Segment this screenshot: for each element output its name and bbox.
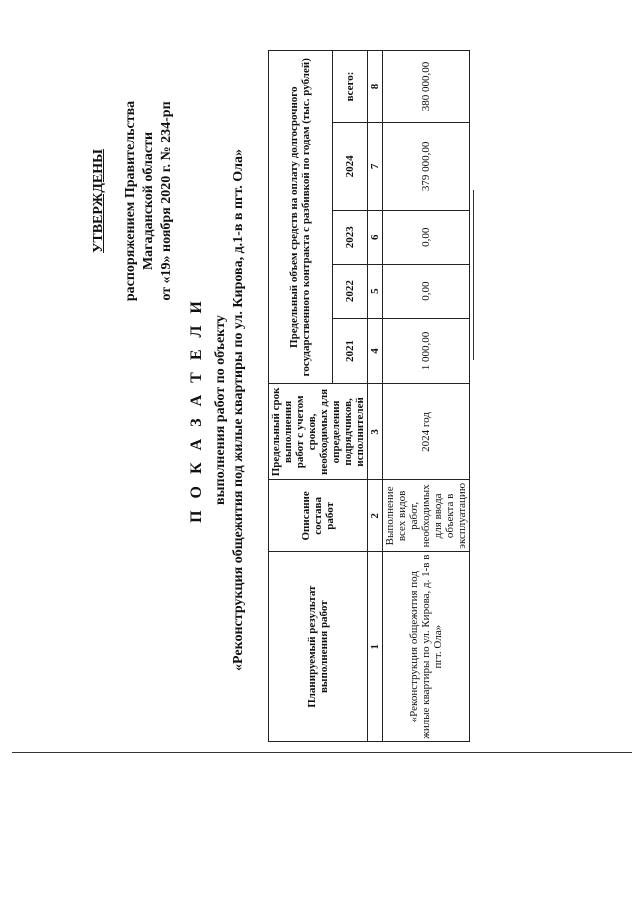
page-separator-line: [12, 752, 632, 753]
approval-line-1: распоряжением Правительства: [123, 100, 138, 302]
cell-total: 380 000,00: [383, 51, 470, 123]
header-total: всего:: [332, 51, 367, 123]
document-subtitle-1: выполнения работ по объекту: [213, 315, 228, 505]
header-2022: 2022: [332, 264, 367, 318]
col-number: 3: [368, 384, 383, 480]
col-number: 5: [368, 264, 383, 318]
col-number: 8: [368, 51, 383, 123]
col-number: 4: [368, 318, 383, 384]
col-number: 1: [368, 552, 383, 742]
approval-line-2: Магаданской области: [141, 131, 156, 271]
document-heading: [188, 60, 248, 760]
approval-block: [90, 66, 176, 336]
header-2021: 2021: [332, 318, 367, 384]
header-description: Описание состава работ: [269, 480, 368, 552]
approval-title: УТВЕРЖДЕНЫ: [91, 149, 106, 253]
col-number: 7: [368, 122, 383, 210]
cell-2023: 0,00: [383, 210, 470, 264]
header-funding-group: Предельный объем средств на оплату долгосрочного государственного контракта с разбивкой по годам (тыс. рублей): [269, 51, 333, 384]
header-deadline: Предельный срок выполнения работ с учетом сроков, необходимых для определения подрядчиков, исполнителей: [269, 384, 368, 480]
cell-description: Выполнение всех видов работ, необходимых для ввода объекта в эксплуатацию: [383, 480, 470, 552]
header-result: Планируемый результат выполнения работ: [269, 552, 368, 742]
cell-2024: 379 000,00: [383, 122, 470, 210]
indicators-table: [268, 50, 470, 742]
document-title: П О К А З А Т Е Л И: [188, 297, 205, 523]
col-number: 2: [368, 480, 383, 552]
cell-result: «Реконструкция общежития под жилые квартиры по ул. Кирова, д. 1-в в пгт. Ола»: [383, 552, 470, 742]
document-subtitle-2: «Реконструкция общежития под жилые квартиры по ул. Кирова, д.1-в в пгт. Ола»: [231, 149, 246, 671]
approval-line-3: от «19» ноября 2020 г. № 234-рп: [159, 101, 174, 301]
header-2024: 2024: [332, 122, 367, 210]
cell-2021: 1 000,00: [383, 318, 470, 384]
cell-deadline: 2024 год: [383, 384, 470, 480]
table-number-row: [368, 51, 383, 742]
signature-line: [473, 190, 474, 360]
table-row: [383, 51, 470, 742]
header-2023: 2023: [332, 210, 367, 264]
col-number: 6: [368, 210, 383, 264]
cell-2022: 0,00: [383, 264, 470, 318]
rotated-page-content: [90, 60, 495, 760]
table-header-row: [269, 51, 333, 742]
